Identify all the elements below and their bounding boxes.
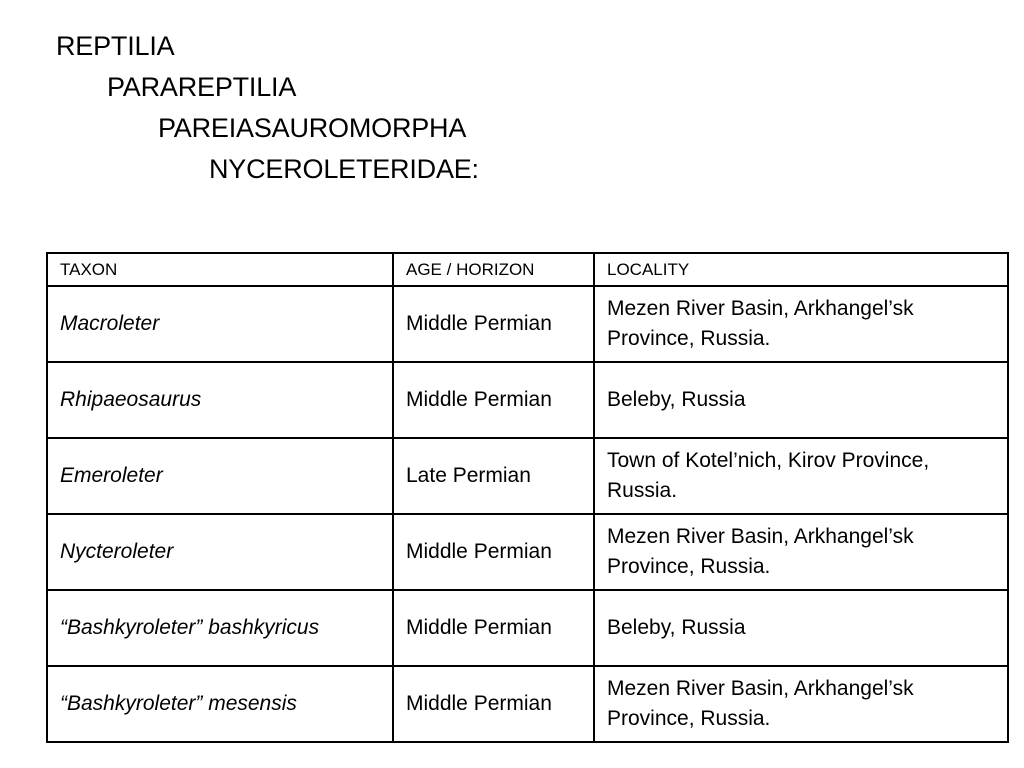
taxon-cell: “Bashkyroleter” bashkyricus [47, 590, 393, 666]
table-row [47, 590, 1008, 666]
table-row [47, 286, 1008, 362]
table-row [47, 438, 1008, 514]
age-cell: Middle Permian [393, 666, 594, 742]
age-cell: Middle Permian [393, 362, 594, 438]
taxon-cell: Nycteroleter [47, 514, 393, 590]
heading-clade-pareiasauromorpha: PAREIASAUROMORPHA [158, 113, 467, 143]
locality-cell: Beleby, Russia [594, 590, 1008, 666]
taxon-cell: Rhipaeosaurus [47, 362, 393, 438]
table-row [47, 362, 1008, 438]
taxon-cell: Emeroleter [47, 438, 393, 514]
locality-cell: Town of Kotel’nich, Kirov Province, Russia. [594, 438, 1008, 514]
locality-cell: Mezen River Basin, Arkhangel’sk Province, Russia. [594, 514, 1008, 590]
table-row [47, 666, 1008, 742]
heading-family-nyceroleteridae: NYCEROLETERIDAE: [209, 154, 479, 184]
column-header-age: AGE / HORIZON [393, 253, 594, 286]
table-header-row [47, 253, 1008, 286]
heading-class-reptilia: REPTILIA [56, 31, 175, 61]
taxon-cell: “Bashkyroleter” mesensis [47, 666, 393, 742]
locality-cell: Mezen River Basin, Arkhangel’sk Province, Russia. [594, 286, 1008, 362]
age-cell: Middle Permian [393, 286, 594, 362]
age-cell: Middle Permian [393, 590, 594, 666]
table-row [47, 514, 1008, 590]
taxon-cell: Macroleter [47, 286, 393, 362]
age-cell: Late Permian [393, 438, 594, 514]
locality-cell: Beleby, Russia [594, 362, 1008, 438]
heading-subclass-parareptilia: PARAREPTILIA [107, 72, 297, 102]
column-header-taxon: TAXON [47, 253, 393, 286]
age-cell: Middle Permian [393, 514, 594, 590]
column-header-locality: LOCALITY [594, 253, 1008, 286]
locality-cell: Mezen River Basin, Arkhangel’sk Province, Russia. [594, 666, 1008, 742]
taxon-table [46, 252, 1009, 743]
